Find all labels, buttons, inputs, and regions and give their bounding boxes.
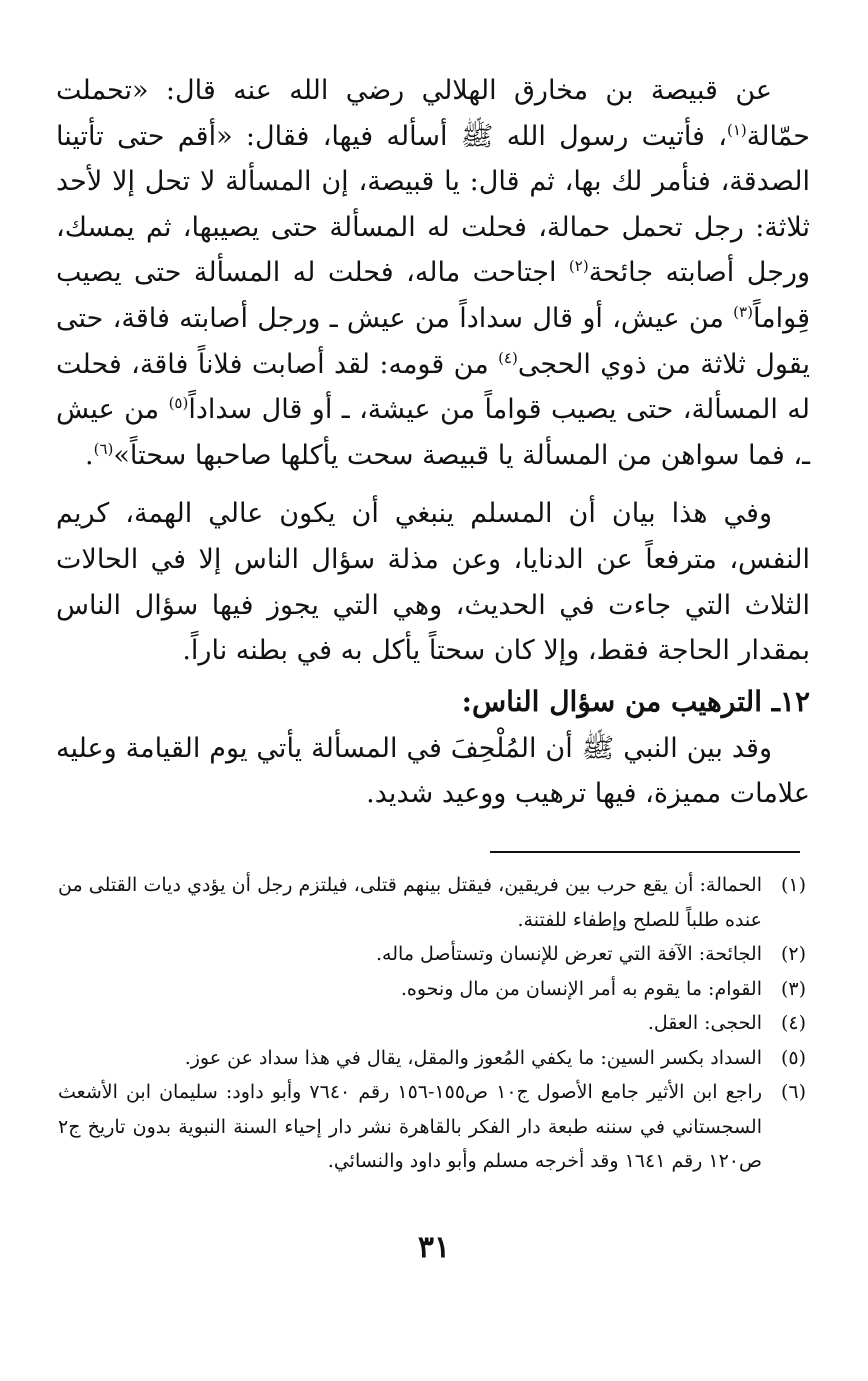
footnote-ref: (١) bbox=[726, 120, 747, 139]
page-number: ٣١ bbox=[417, 1230, 451, 1265]
footnote-item bbox=[58, 868, 806, 937]
paragraph-text: من قومه: لقد أصابت فلاناً فاقة، فحلت له المسألة، حتى يصيب قواماً من عيشة، ـ أو قال سداداً bbox=[56, 348, 810, 426]
paragraph-hadith bbox=[56, 68, 810, 478]
paragraph-commentary bbox=[56, 491, 810, 673]
footnote-divider bbox=[490, 851, 800, 853]
main-text bbox=[56, 68, 810, 817]
paragraph-text: من عيش، أو قال سداداً من عيش ـ ورجل أصابته فاقة، حتى يقول ثلاثة من ذوي الحجى bbox=[56, 302, 811, 380]
footnote-text: الجائحة: الآفة التي تعرض للإنسان وتستأصل ماله. bbox=[376, 943, 762, 965]
footnote-text: الحمالة: أن يقع حرب بين فريقين، فيقتل بينهم قتلى، فيلتزم رجل أن يؤدي ديات القتلى من عنده طلباً للصلح وإطفاء للفتنة. bbox=[58, 874, 762, 931]
paragraph-text: اجتاحت ماله، فحلت له المسألة حتى يصيب قِواماً bbox=[56, 257, 810, 334]
footnote-text: السداد بكسر السين: ما يكفي المُعوز والمقل، يقال في هذا سداد عن عوز. bbox=[184, 1046, 762, 1069]
paragraph-text: . bbox=[84, 439, 94, 471]
paragraph-text: من عيش ـ، فما سواهن من المسألة يا قبيصة سحت يأكلها صاحبها سحتاً» bbox=[56, 394, 810, 471]
footnote-ref: (٦) bbox=[93, 439, 114, 458]
footnote-item bbox=[58, 1041, 806, 1076]
section-heading: ١٢ـ الترهيب من سؤال الناس: bbox=[461, 684, 810, 718]
footnote-item bbox=[58, 937, 806, 972]
footnote-number: (٣) bbox=[780, 977, 806, 1000]
footnote-text: الحجى: العقل. bbox=[647, 1012, 762, 1034]
footnote-number: (٥) bbox=[780, 1046, 806, 1069]
footnote-ref: (٥) bbox=[168, 394, 189, 413]
footnote-number: (٢) bbox=[780, 943, 806, 965]
footnote-text: راجع ابن الأثير جامع الأصول ج١٠ ص١٥٥-١٥٦ رقم ٧٦٤٠ وأبو داود: سليمان ابن الأشعث السجستاني في سننه طبعة دار الفكر بالقاهرة نشر دار إحياء السنة النبوية بدون تاريخ ج٢ ص١٢٠ رقم ١٦٤١ وقد أخرجه مسلم وأبو داود والنسائي. bbox=[58, 1081, 763, 1172]
footnote-number: (١) bbox=[780, 874, 806, 896]
footnote-number: (٤) bbox=[780, 1012, 806, 1034]
footnote-ref: (٢) bbox=[568, 257, 589, 276]
footnote-item bbox=[58, 1075, 806, 1179]
footnotes bbox=[58, 868, 806, 1179]
paragraph-text: وفي هذا بيان أن المسلم ينبغي أن يكون عالي الهمة، كريم النفس، مترفعاً عن الدنايا، وعن مذلة سؤال الناس إلا في الحالات الثلاث التي جاءت في الحديث، وهي التي يجوز فيها سؤال الناس بمقدار الحاجة فقط، وإلا كان سحتاً يأكل به في بطنه ناراً. bbox=[56, 498, 810, 667]
footnote-ref: (٤) bbox=[498, 348, 518, 367]
paragraph-text: ، فأتيت رسول الله ﷺ أسأله فيها، فقال: «أقم حتى تأتينا الصدقة، فنأمر لك بها، ثم قال: يا قبيصة، إن المسألة لا تحل إلا لأحد ثلاثة: رجل تحمل حمالة، فحلت له المسألة حتى يصيبها، ثم يمسك، ورجل أصابته جائحة bbox=[56, 120, 810, 289]
footnote-item bbox=[58, 972, 806, 1007]
footnote-item bbox=[58, 1006, 806, 1041]
footnote-ref: (٣) bbox=[733, 302, 753, 321]
paragraph-text: عن قبيصة بن مخارق الهلالي رضي الله عنه قال: «تحملت حمّالة bbox=[56, 75, 810, 152]
paragraph-section-intro: وقد بين النبي ﷺ أن المُلْحِفَ في المسألة يأتي يوم القيامة وعليه علامات مميزة، فيها ترهيب ووعيد شديد. bbox=[56, 732, 810, 810]
footnote-number: (٦) bbox=[780, 1081, 806, 1103]
footnote-text: القوام: ما يقوم به أمر الإنسان من مال ونحوه. bbox=[400, 977, 762, 1000]
